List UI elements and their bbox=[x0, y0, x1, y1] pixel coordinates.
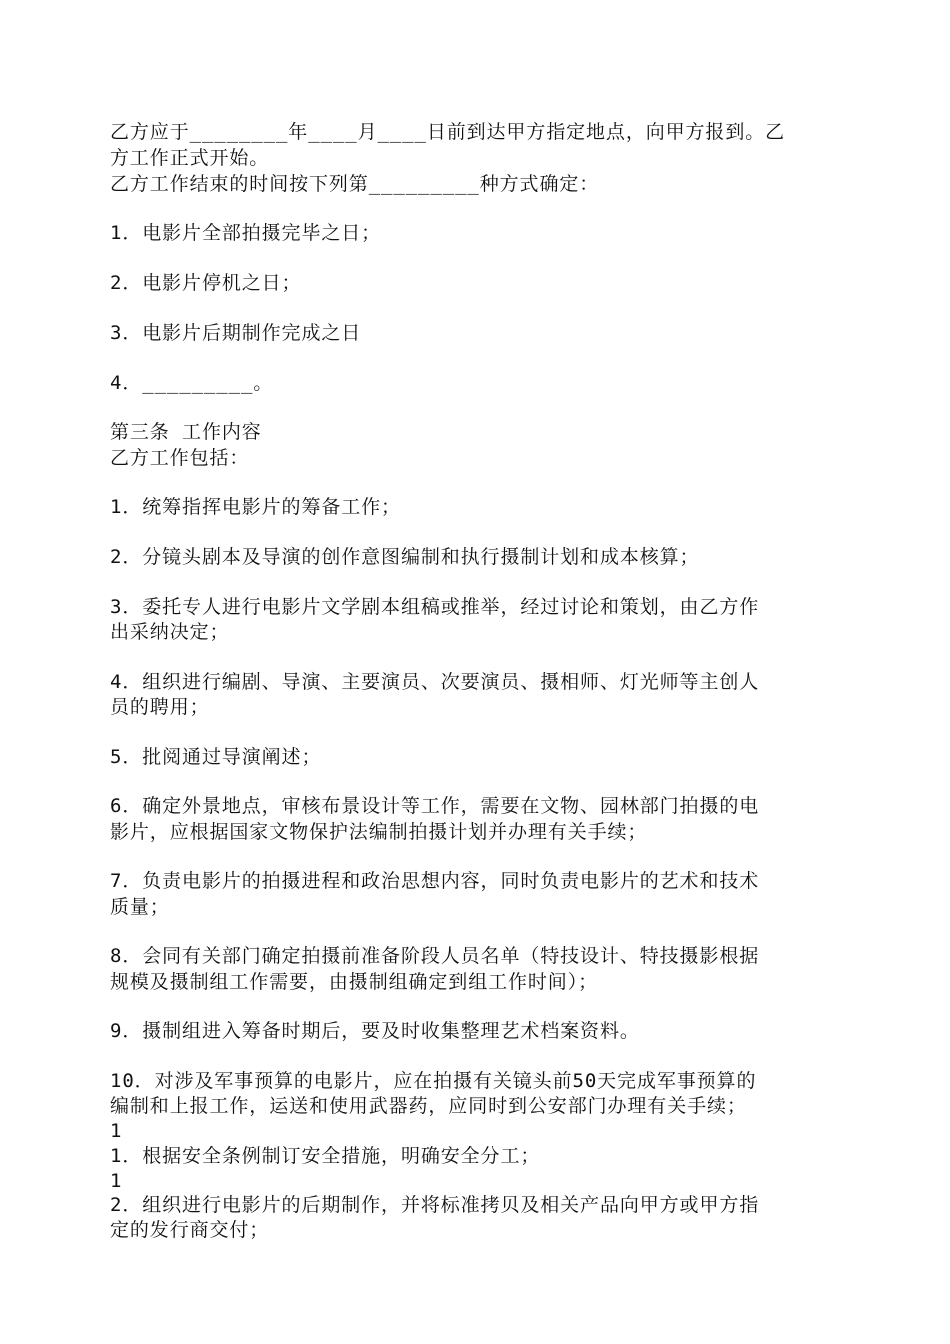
text-line: 规模及摄制组工作需要，由摄制组确定到组工作时间）； bbox=[110, 971, 599, 993]
text-line: 定的发行商交付； bbox=[110, 1219, 270, 1241]
text-line: 乙方工作结束的时间按下列第_________种方式确定： bbox=[110, 173, 600, 195]
text-line: 10．对涉及军事预算的电影片，应在拍摄有关镜头前50天完成军事预算的 bbox=[110, 1070, 757, 1092]
text-line: 乙方应于________年____月____日前到达甲方指定地点，向甲方报到。乙 bbox=[110, 121, 786, 143]
text-line: 3．委托专人进行电影片文学剧本组稿或推举，经过讨论和策划，由乙方作 bbox=[110, 596, 760, 618]
text-line: 出采纳决定； bbox=[110, 621, 230, 643]
text-line: 质量； bbox=[110, 896, 170, 918]
text-line: 4．_________。 bbox=[110, 372, 274, 394]
text-line: 乙方工作包括： bbox=[110, 447, 250, 469]
text-line: 1 bbox=[110, 1120, 123, 1142]
text-line: 编制和上报工作，运送和使用武器药，应同时到公安部门办理有关手续； bbox=[110, 1095, 747, 1117]
text-line: 6．确定外景地点，审核布景设计等工作，需要在文物、园林部门拍摄的电 bbox=[110, 795, 760, 817]
text-line: 2．分镜头剧本及导演的创作意图编制和执行摄制计划和成本核算； bbox=[110, 546, 700, 568]
text-line: 9．摄制组进入筹备时期后，要及时收集整理艺术档案资料。 bbox=[110, 1020, 640, 1042]
text-line: 影片，应根据国家文物保护法编制拍摄计划并办理有关手续； bbox=[110, 821, 648, 843]
text-line: 1．根据安全条例制订安全措施，明确安全分工； bbox=[110, 1145, 541, 1167]
text-line: 1．统筹指挥电影片的筹备工作； bbox=[110, 496, 401, 518]
text-line: 1．电影片全部拍摄完毕之日； bbox=[110, 222, 382, 244]
text-line: 5．批阅通过导演阐述； bbox=[110, 746, 322, 768]
text-line: 2．组织进行电影片的后期制作，并将标准拷贝及相关产品向甲方或甲方指 bbox=[110, 1194, 760, 1216]
text-line: 4．组织进行编剧、导演、主要演员、次要演员、摄相师、灯光师等主创人 bbox=[110, 671, 760, 693]
text-line: 员的聘用； bbox=[110, 696, 210, 718]
text-line: 7．负责电影片的拍摄进程和政治思想内容，同时负责电影片的艺术和技术 bbox=[110, 870, 760, 892]
text-line: 2．电影片停机之日； bbox=[110, 272, 302, 294]
section-heading: 第三条 工作内容 bbox=[110, 421, 262, 443]
text-line: 方工作正式开始。 bbox=[110, 147, 270, 169]
text-line: 8．会同有关部门确定拍摄前准备阶段人员名单（特技设计、特技摄影根据 bbox=[110, 945, 760, 967]
text-line: 3．电影片后期制作完成之日 bbox=[110, 322, 362, 344]
text-line: 1 bbox=[110, 1170, 123, 1192]
